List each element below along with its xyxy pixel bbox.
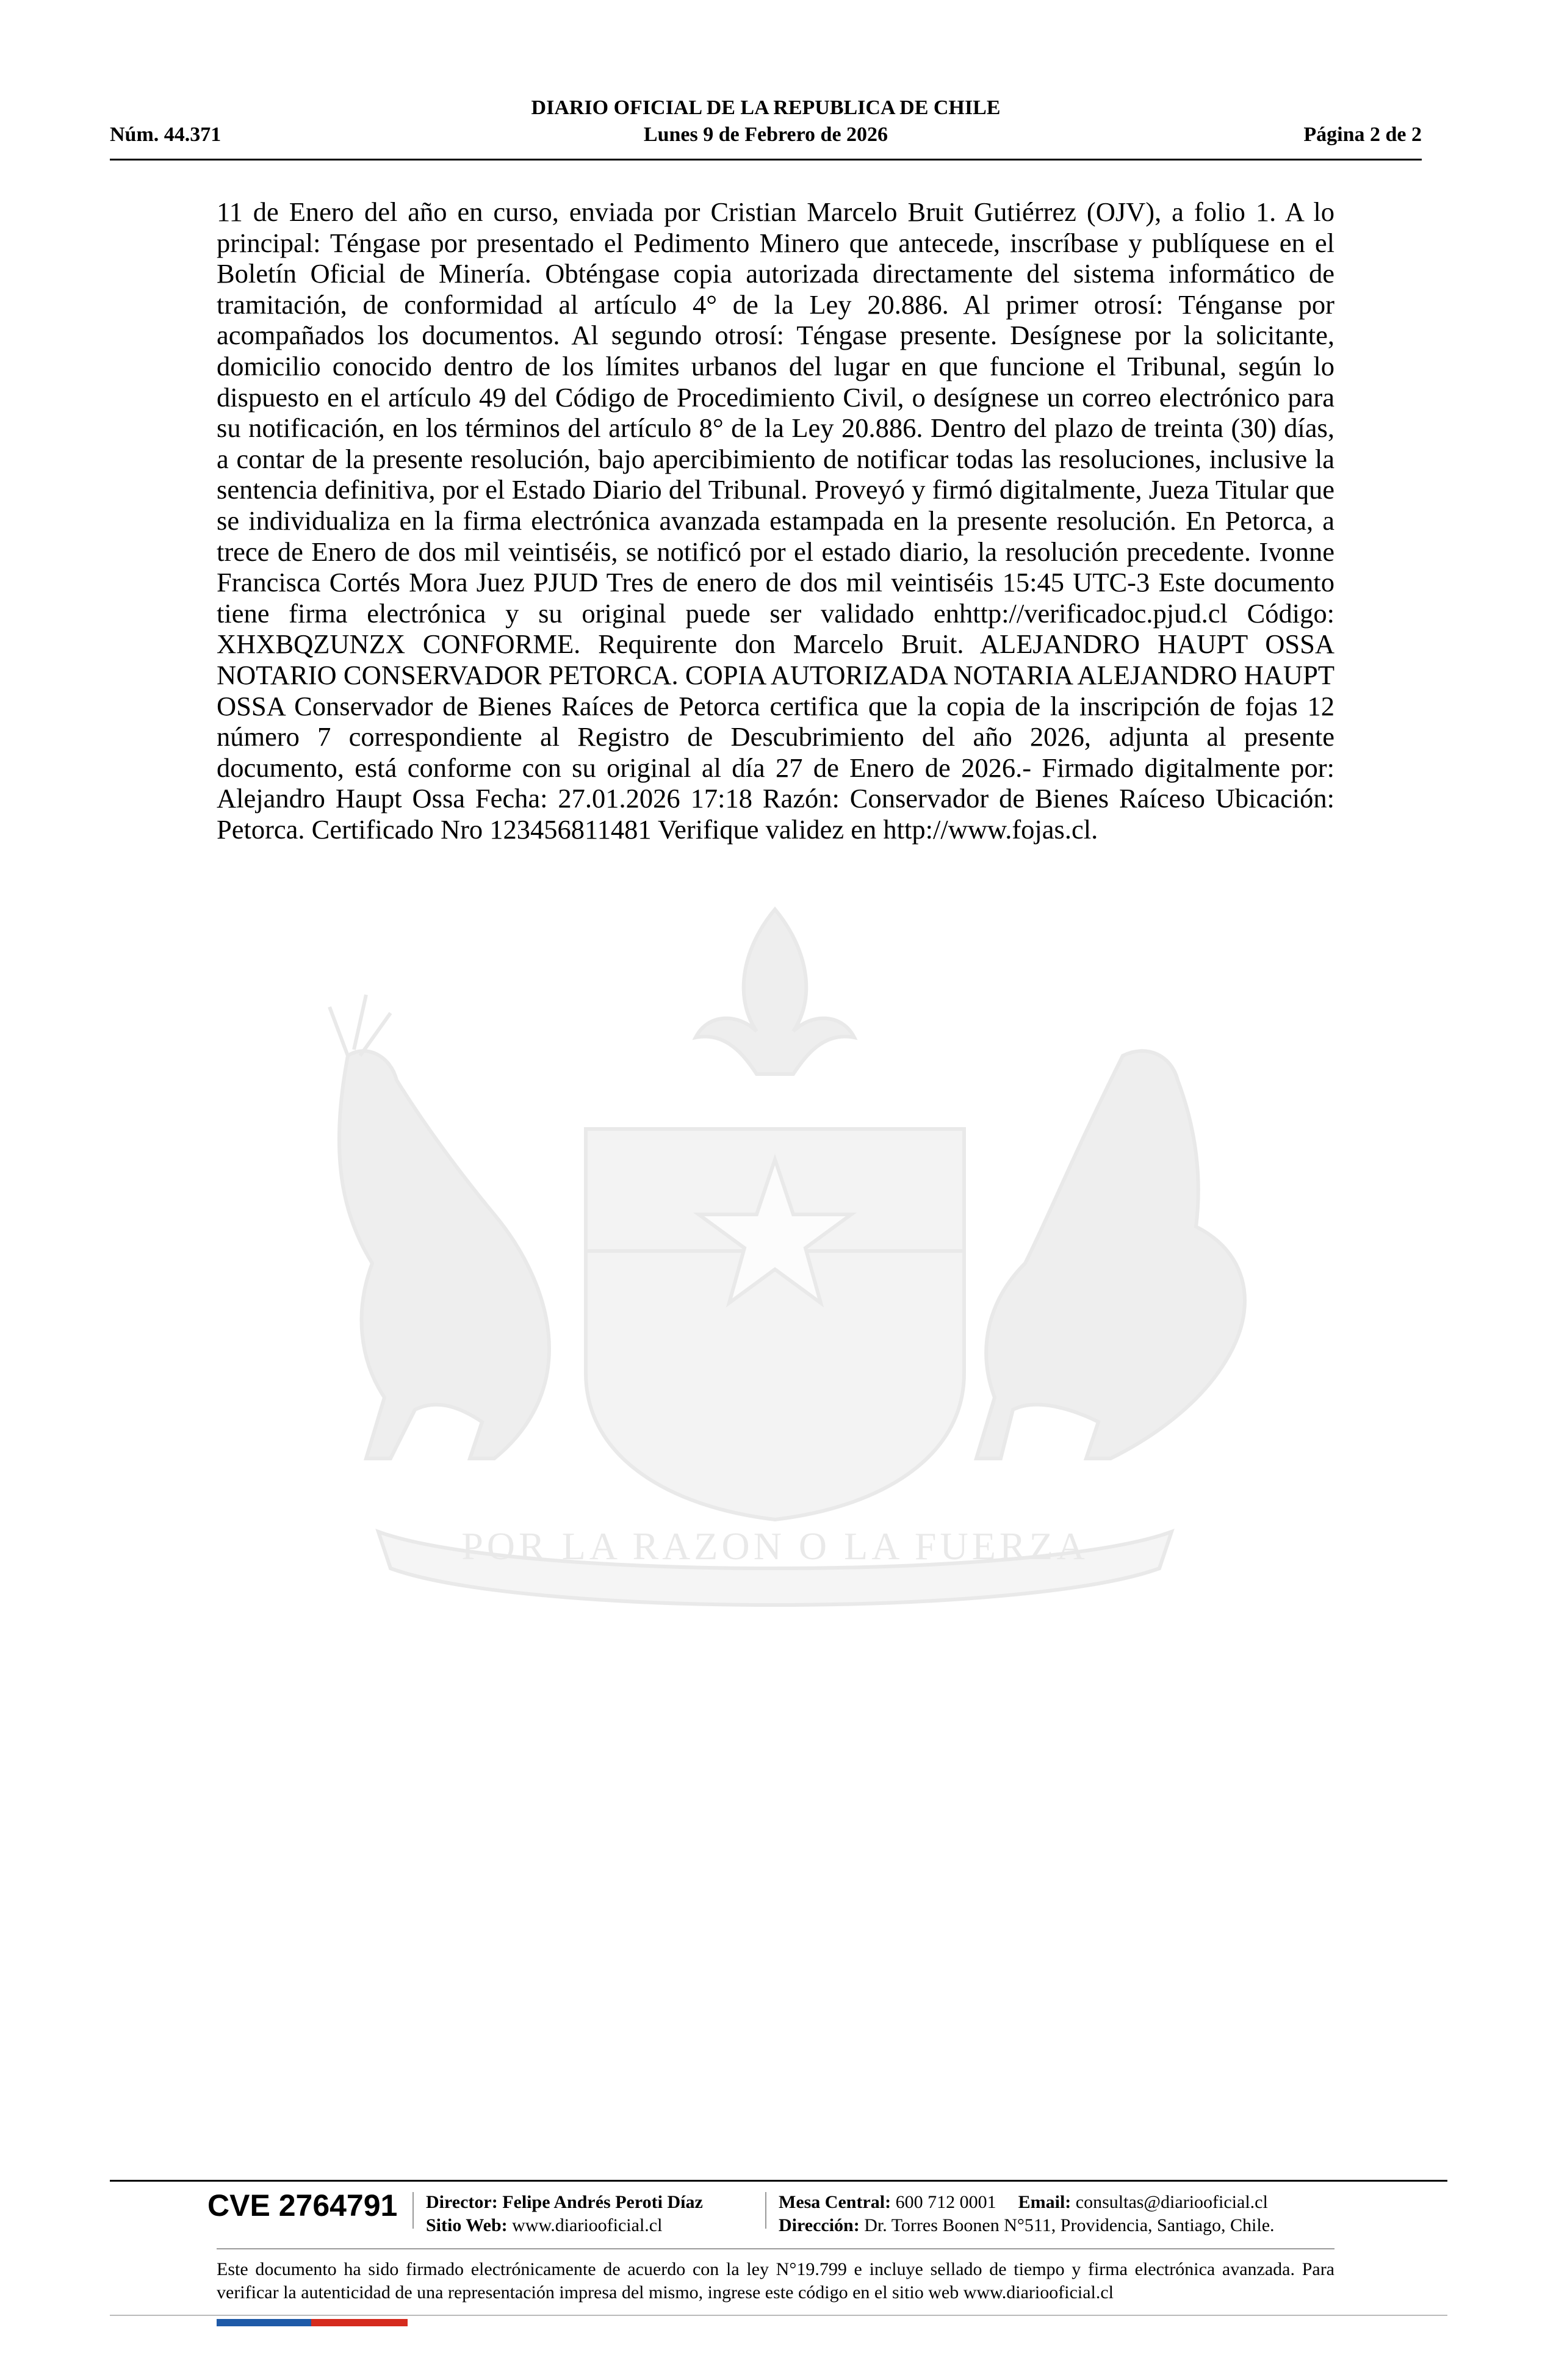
director-label: Director: bbox=[426, 2192, 498, 2212]
email-address[interactable]: consultas@diariooficial.cl bbox=[1075, 2192, 1268, 2212]
phone-number: 600 712 0001 bbox=[895, 2192, 996, 2212]
flag-stripe-red bbox=[311, 2319, 408, 2326]
email-label: Email: bbox=[1018, 2192, 1072, 2212]
address-label: Dirección: bbox=[779, 2215, 860, 2235]
address-text: Dr. Torres Boonen N°511, Providencia, Santiago, Chile. bbox=[864, 2215, 1275, 2235]
phone-label: Mesa Central: bbox=[779, 2192, 891, 2212]
chile-coat-of-arms-icon bbox=[207, 873, 1342, 1666]
contact-line bbox=[779, 2191, 1275, 2214]
footer-middle-divider bbox=[217, 2248, 1334, 2249]
footer-top-divider bbox=[110, 2180, 1447, 2182]
website-link[interactable]: www.diariooficial.cl bbox=[512, 2215, 663, 2235]
footer-contact-block bbox=[779, 2191, 1275, 2237]
website-line bbox=[426, 2214, 703, 2237]
footer-separator bbox=[412, 2192, 414, 2229]
page-number: Página 2 de 2 bbox=[1303, 123, 1422, 146]
document-body-text: 11 de Enero del año en curso, enviada por Cristian Marcelo Bruit Gutiérrez (OJV), a folio 1. A lo principal: Téngase por presentado el Pedimento Minero que antecede, inscríbase y publíquese en el Boletín Oficial de Minería. Obténgase copia autorizada directamente del sistema informático de tramitación, de conformidad al artículo 4° de la Ley 20.886. Al primer otrosí: Ténganse por acompañados los documentos. Al segundo otrosí: Téngase presente. Desígnese por la solicitante, domicilio conocido dentro de los límites urbanos del lugar en que funcione el Tribunal, según lo dispuesto en el artículo 49 del Código de Procedimiento Civil, o desígnese un correo electrónico para su notificación, en los términos del artículo 8° de la Ley 20.886. Dentro del plazo de treinta (30) días, a contar de la presente resolución, bajo apercibimiento de notificar todas las resoluciones, inclusive la sentencia definitiva, por el Estado Diario del Tribunal. Proveyó y firmó digitalmente, Jueza Titular que se individualiza en la firma electrónica avanzada estampada en la presente resolución. En Petorca, a trece de Enero de dos mil veintiséis, se notificó por el estado diario, la resolución precedente. Ivonne Francisca Cortés Mora Juez PJUD Tres de enero de dos mil veintiséis 15:45 UTC-3 Este documento tiene firma electrónica y su original puede ser validado enhttp://verificadoc.pjud.cl Código: XHXBQZUNZX CONFORME. Requirente don Marcelo Bruit. ALEJANDRO HAUPT OSSA NOTARIO CONSERVADOR PETORCA. COPIA AUTORIZADA NOTARIA ALEJANDRO HAUPT OSSA Conservador de Bienes Raíces de Petorca certifica que la copia de la inscripción de fojas 12 número 7 correspondiente al Registro de Descubrimiento del año 2026, adjunta al presente documento, está conforme con su original al día 27 de Enero de 2026.- Firmado digitalmente por: Alejandro Haupt Ossa Fecha: 27.01.2026 17:18 Razón: Conservador de Bienes Raíceso Ubicación: Petorca. Certificado Nro 123456811481 Verifique validez en http://www.fojas.cl. bbox=[217, 197, 1334, 845]
coat-of-arms-motto: POR LA RAZON O LA FUERZA bbox=[461, 1524, 1089, 1568]
flag-stripe-blue bbox=[217, 2319, 311, 2326]
cve-code: CVE 2764791 bbox=[207, 2188, 398, 2223]
address-line bbox=[779, 2214, 1275, 2237]
footer-director-block bbox=[426, 2191, 703, 2237]
website-label: Sitio Web: bbox=[426, 2215, 508, 2235]
director-name: Felipe Andrés Peroti Díaz bbox=[502, 2192, 703, 2212]
flag-stripe bbox=[217, 2319, 408, 2326]
footer-legal-notice: Este documento ha sido firmado electrónicamente de acuerdo con la ley N°19.799 e incluye sellado de tiempo y firma electrónica avanzada. Para verificar la autenticidad de una representación impresa del mismo, ingrese este código en el sitio web www.diariooficial.cl bbox=[217, 2259, 1334, 2302]
issue-number: Núm. 44.371 bbox=[110, 123, 222, 146]
director-line bbox=[426, 2191, 703, 2214]
issue-date: Lunes 9 de Febrero de 2026 bbox=[643, 123, 888, 146]
page-header bbox=[110, 92, 1422, 160]
publication-title: DIARIO OFICIAL DE LA REPUBLICA DE CHILE bbox=[531, 96, 1001, 119]
footer-bottom-divider bbox=[110, 2315, 1447, 2316]
footer-separator bbox=[765, 2192, 766, 2229]
